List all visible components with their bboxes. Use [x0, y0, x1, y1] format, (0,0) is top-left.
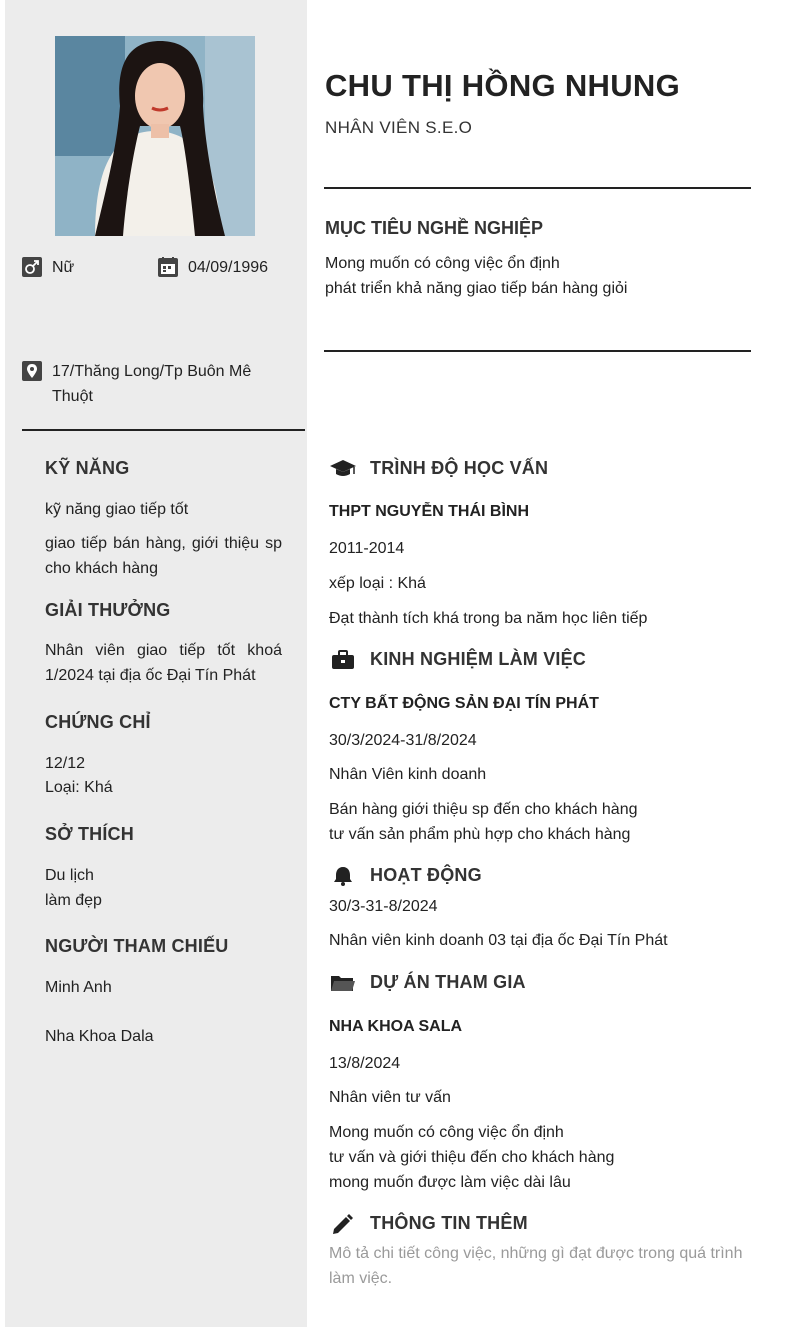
activities-heading: HOẠT ĐỘNG	[370, 865, 482, 885]
candidate-name: CHU THỊ HỒNG NHUNG	[325, 68, 680, 103]
birthday-value: 04/09/1996	[188, 259, 269, 276]
awards-heading: GIẢI THƯỞNG	[45, 600, 171, 620]
briefcase-icon	[330, 650, 356, 670]
experience-desc: tư vấn sản phẩm phù hợp cho khách hàng	[329, 826, 631, 843]
hobby-item: làm đẹp	[45, 892, 102, 909]
education-period: 2011-2014	[329, 540, 405, 557]
objective-heading: MỤC TIÊU NGHỀ NGHIỆP	[325, 218, 544, 238]
experience-desc: Bán hàng giới thiệu sp đến cho khách hàng	[329, 801, 638, 818]
certificates-heading: CHỨNG CHỈ	[45, 712, 151, 732]
project-date: 13/8/2024	[329, 1055, 401, 1072]
education-heading: TRÌNH ĐỘ HỌC VẤN	[370, 458, 549, 478]
objective-divider	[324, 350, 751, 352]
gender-value: Nữ	[52, 259, 75, 276]
experience-company: CTY BẤT ĐỘNG SẢN ĐẠI TÍN PHÁT	[329, 695, 599, 712]
address-line-1: 17/Thăng Long/Tp Buôn Mê	[52, 363, 252, 380]
calendar-icon	[158, 257, 178, 277]
avatar	[55, 36, 255, 236]
hobby-item: Du lịch	[45, 867, 94, 884]
objective-line: Mong muốn có công việc ổn định	[325, 255, 560, 272]
location-pin-icon	[22, 361, 42, 381]
experience-period: 30/3/2024-31/8/2024	[329, 732, 477, 749]
experience-position: Nhân Viên kinh doanh	[329, 766, 487, 783]
sidebar-divider	[22, 429, 305, 431]
certificate-line: 12/12	[45, 755, 86, 772]
education-achievement: Đạt thành tích khá trong ba năm học liên tiếp	[329, 610, 648, 627]
project-role: Nhân viên tư vấn	[329, 1089, 451, 1106]
skill-item: kỹ năng giao tiếp tốt	[45, 501, 189, 518]
education-grade: xếp loại : Khá	[329, 575, 426, 592]
education-school: THPT NGUYỄN THÁI BÌNH	[329, 503, 529, 520]
project-desc: tư vấn và giới thiệu đến cho khách hàng	[329, 1149, 615, 1166]
skills-heading: KỸ NĂNG	[45, 458, 130, 478]
project-desc: Mong muốn có công việc ổn định	[329, 1124, 564, 1141]
address-line-2: Thuột	[52, 388, 93, 405]
activities-period: 30/3-31-8/2024	[329, 898, 438, 915]
activities-desc: Nhân viên kinh doanh 03 tại địa ốc Đại Tín Phát	[329, 932, 668, 949]
header-divider	[324, 187, 751, 189]
additional-heading: THÔNG TIN THÊM	[370, 1213, 528, 1233]
job-title: NHÂN VIÊN S.E.O	[325, 118, 473, 137]
bell-icon	[330, 866, 356, 886]
award-text: Nhân viên giao tiếp tốt khoá 1/2024 tại địa ốc Đại Tín Phát	[45, 642, 282, 684]
project-name: NHA KHOA SALA	[329, 1018, 463, 1035]
gender-icon	[22, 257, 42, 277]
experience-heading: KINH NGHIỆM LÀM VIỆC	[370, 649, 587, 669]
skill-item: giao tiếp bán hàng, giới thiệu sp cho khách hàng	[45, 535, 282, 577]
graduation-cap-icon	[330, 458, 356, 478]
certificate-line: Loại: Khá	[45, 779, 113, 796]
hobbies-heading: SỞ THÍCH	[45, 824, 134, 844]
pencil-icon	[330, 1214, 356, 1234]
folder-icon	[330, 973, 356, 993]
additional-info-field[interactable]: Mô tả chi tiết công việc, những gì đạt được trong quá trình làm việc.	[329, 1245, 743, 1287]
project-desc: mong muốn được làm việc dài lâu	[329, 1174, 571, 1191]
reference-company: Nha Khoa Dala	[45, 1028, 154, 1045]
reference-name: Minh Anh	[45, 979, 112, 996]
objective-line: phát triển khả năng giao tiếp bán hàng giỏi	[325, 280, 628, 297]
references-heading: NGƯỜI THAM CHIẾU	[45, 936, 229, 956]
projects-heading: DỰ ÁN THAM GIA	[370, 972, 526, 992]
